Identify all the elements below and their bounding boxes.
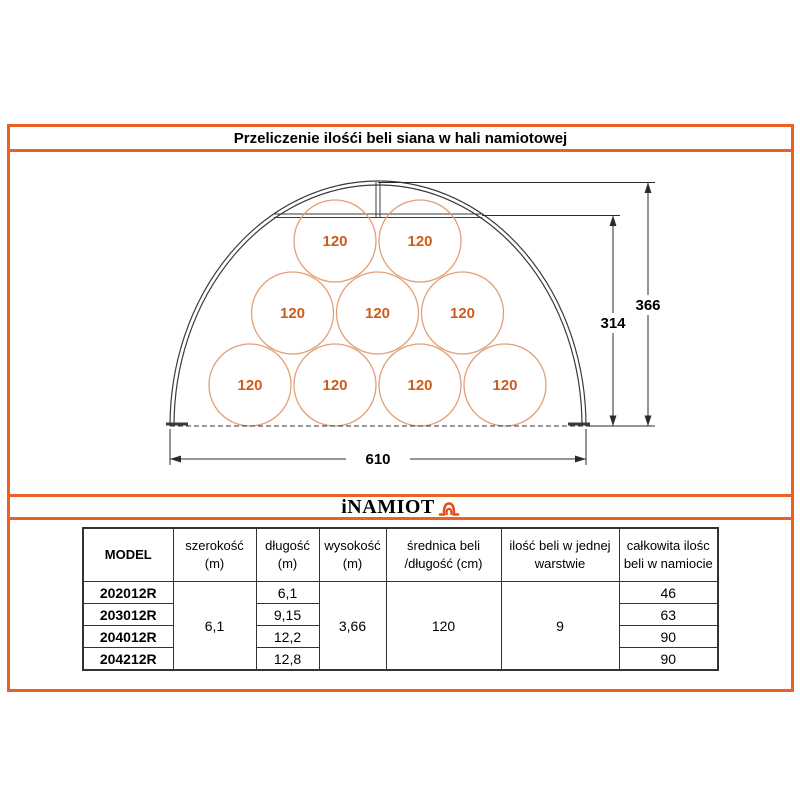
dlugosc-cell: 6,1 — [256, 582, 319, 604]
total-cell: 90 — [619, 648, 718, 671]
model-cell: 203012R — [83, 604, 173, 626]
col-header-szerokosc: szerokość (m) — [173, 528, 256, 582]
spec-table-area — [10, 520, 791, 689]
tent-arch-icon — [438, 498, 460, 516]
bale-label: 120 — [364, 305, 391, 322]
sheet-container — [7, 124, 794, 692]
brand-logo-text: iNAMIOT — [341, 496, 435, 518]
page-title: Przeliczenie ilośći beli siana w hali namiotowej — [10, 127, 791, 152]
dlugosc-cell: 12,2 — [256, 626, 319, 648]
dlugosc-cell: 12,8 — [256, 648, 319, 671]
bale-label: 120 — [407, 377, 433, 394]
col-header-dlugosc: długość (m) — [256, 528, 319, 582]
col-header-srednica: średnica beli /długość (cm) — [386, 528, 501, 582]
table-header-row — [83, 528, 718, 582]
stack-height-dimension-label: 314 — [600, 315, 626, 332]
brand-bar — [10, 494, 791, 520]
tent-cross-section-diagram — [10, 152, 791, 494]
bale-label: 120 — [322, 377, 348, 394]
total-height-dimension-label: 366 — [635, 297, 661, 314]
bale-label: 120 — [449, 305, 476, 322]
col-header-ilosc-warstwa: ilość beli w jednej warstwie — [501, 528, 619, 582]
wysokosc-cell: 3,66 — [319, 582, 386, 671]
srednica-cell: 120 — [386, 582, 501, 671]
total-cell: 90 — [619, 626, 718, 648]
bale-capacity-table — [82, 527, 719, 671]
total-cell: 46 — [619, 582, 718, 604]
model-cell: 204012R — [83, 626, 173, 648]
bale-label: 120 — [407, 233, 433, 250]
model-cell: 202012R — [83, 582, 173, 604]
col-header-model: MODEL — [83, 528, 173, 582]
table-row — [83, 582, 718, 604]
bale-label: 120 — [237, 377, 263, 394]
bale-label: 120 — [279, 305, 306, 322]
model-cell: 204212R — [83, 648, 173, 671]
ilosc-warstwa-cell: 9 — [501, 582, 619, 671]
col-header-wysokosc: wysokość (m) — [319, 528, 386, 582]
szerokosc-cell: 6,1 — [173, 582, 256, 671]
bale-label: 120 — [322, 233, 348, 250]
width-dimension-label: 610 — [365, 451, 391, 468]
tent-diagram-svg — [10, 152, 791, 494]
col-header-calkowita: całkowita ilośc beli w namiocie — [619, 528, 718, 582]
total-cell: 63 — [619, 604, 718, 626]
bale-label: 120 — [492, 377, 518, 394]
dlugosc-cell: 9,15 — [256, 604, 319, 626]
